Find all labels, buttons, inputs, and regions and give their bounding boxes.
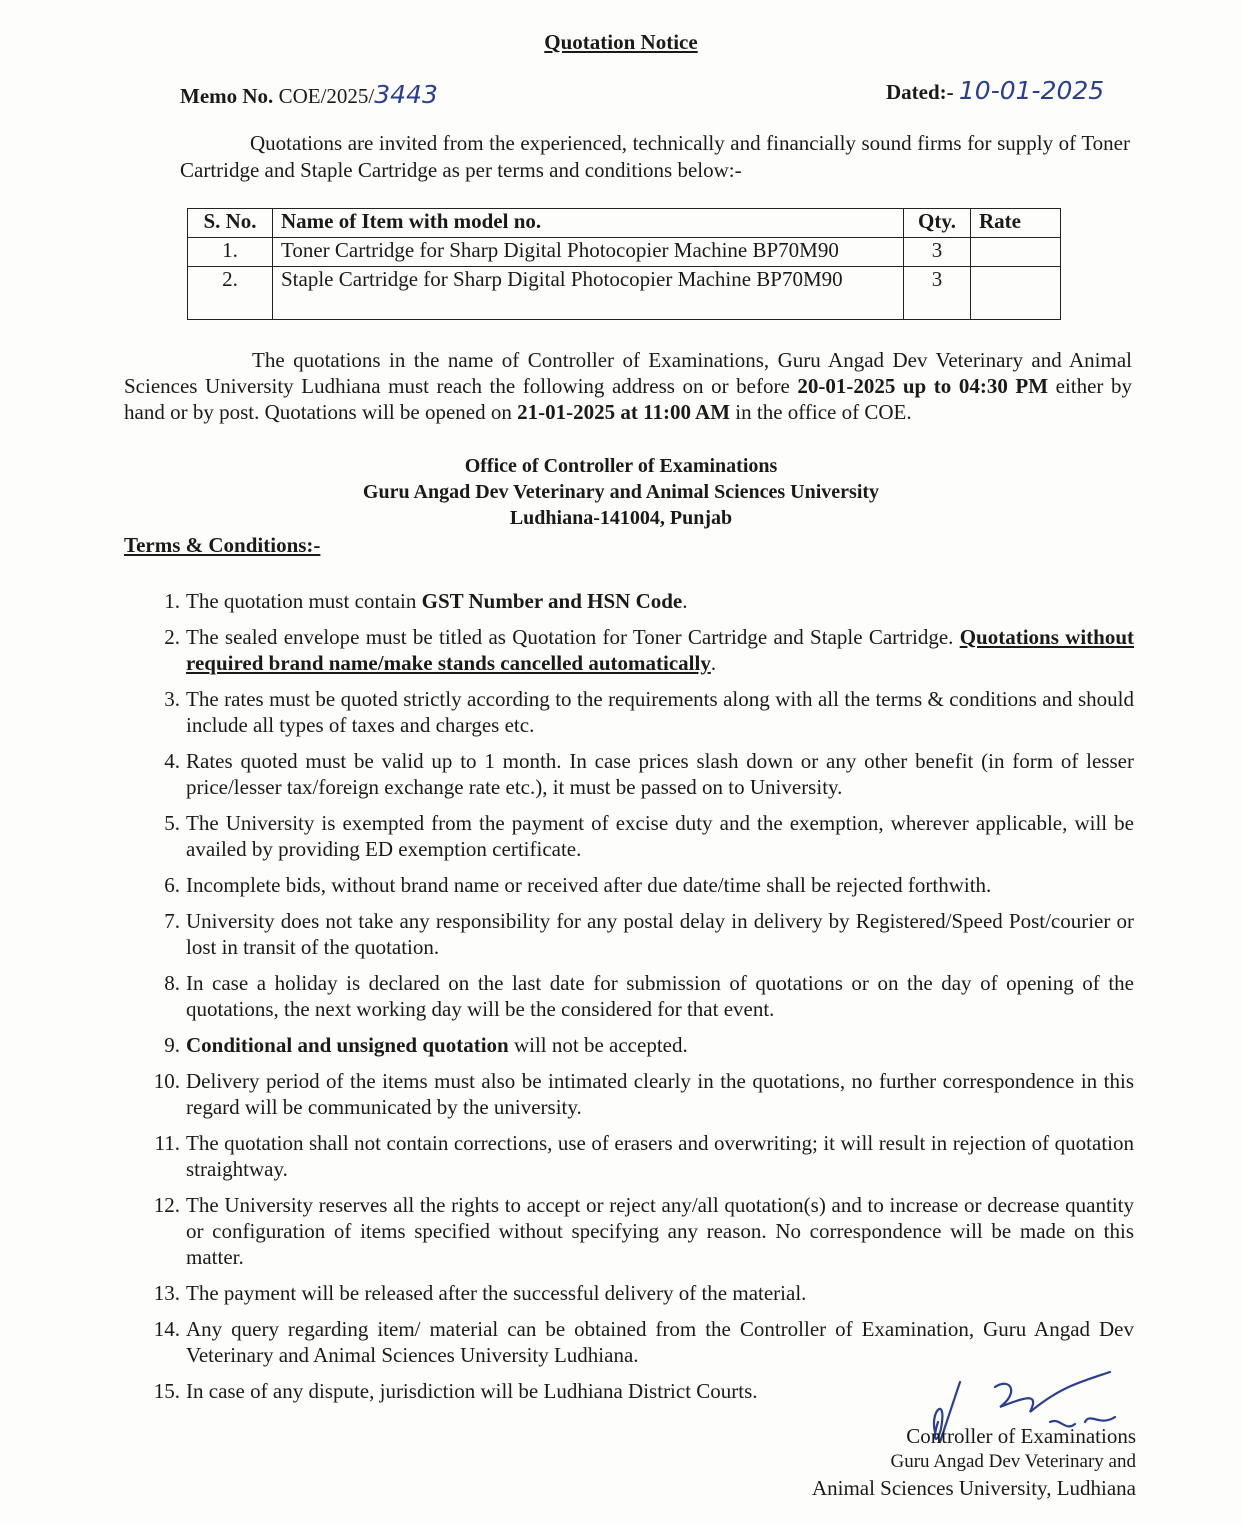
term-text xyxy=(186,810,1134,862)
office-line: Office of Controller of Examinations xyxy=(464,455,778,477)
term-text-part: Conditional and unsigned quotation xyxy=(186,1033,509,1057)
dated-handwritten-value: 10-01-2025 xyxy=(958,76,1105,105)
header-sno: S. No. xyxy=(188,209,273,238)
term-number: 13. xyxy=(153,1281,180,1305)
term-text xyxy=(186,1192,1134,1270)
term-text xyxy=(186,624,1134,676)
deadline: 20-01-2025 up to 04:30 PM xyxy=(797,374,1049,398)
term-text xyxy=(186,1068,1134,1120)
cell-sno: 1. xyxy=(188,238,273,267)
term-item xyxy=(140,810,1134,862)
cell-item: Toner Cartridge for Sharp Digital Photocopier Machine BP70M90 xyxy=(273,238,904,267)
document-title: Quotation Notice xyxy=(544,30,698,54)
term-text-part: The quotation must contain xyxy=(186,589,422,613)
term-number: 11. xyxy=(154,1131,180,1155)
signature-block xyxy=(780,1423,1136,1501)
term-text-part: In case of any dispute, jurisdiction will be Ludhiana District Courts. xyxy=(186,1379,758,1403)
term-text xyxy=(186,1032,1134,1058)
term-number: 14. xyxy=(153,1317,180,1341)
term-text-part: Delivery period of the items must also be intimated clearly in the quotations, no further correspondence in this regard will be communicated by the university. xyxy=(186,1069,1134,1119)
term-text xyxy=(186,908,1134,960)
term-text xyxy=(186,686,1134,738)
term-text-part: Any query regarding item/ material can be obtained from the Controller of Examination, Guru Angad Dev Veterinary and Animal Sciences University Ludhiana. xyxy=(186,1317,1134,1367)
memo-handwritten-number: 3443 xyxy=(374,80,438,109)
opening-time: 21-01-2025 at 11:00 AM xyxy=(517,400,731,424)
memo-prefix: COE/2025/ xyxy=(278,84,375,108)
terms-heading: Terms & Conditions:- xyxy=(124,533,321,557)
term-text-part: University does not take any responsibility for any postal delay in delivery by Registered/Speed Post/courier or lost in transit of the quotation. xyxy=(186,909,1134,959)
term-text xyxy=(186,748,1134,800)
term-item xyxy=(140,970,1134,1022)
term-text-part: . xyxy=(682,589,688,613)
office-line: Ludhiana-141004, Punjab xyxy=(509,507,733,529)
dated xyxy=(886,76,1104,105)
cell-rate xyxy=(971,267,1061,320)
office-address xyxy=(0,453,1242,531)
term-text-part: The payment will be released after the successful delivery of the material. xyxy=(186,1281,807,1305)
signature-line: Guru Angad Dev Veterinary and xyxy=(890,1451,1136,1472)
memo-label: Memo No. xyxy=(180,84,274,108)
term-number: 9. xyxy=(164,1033,180,1057)
cell-qty: 3 xyxy=(904,267,971,320)
para-text: either by hand or by post. Quotations will be opened on xyxy=(124,374,1132,424)
terms-list xyxy=(140,588,1134,1414)
table-row xyxy=(188,267,1061,320)
header-item: Name of Item with model no. xyxy=(273,209,904,238)
term-number: 1. xyxy=(164,589,180,613)
term-text xyxy=(186,872,1134,898)
term-text-part: Quotations without required brand name/make stands cancelled automatically xyxy=(186,625,1135,675)
term-text-part: GST Number and HSN Code xyxy=(421,589,683,613)
term-text-part: The rates must be quoted strictly according to the requirements along with all the terms & conditions and should include all types of taxes and charges etc. xyxy=(186,687,1134,737)
term-text xyxy=(186,1280,1134,1306)
term-item xyxy=(140,1130,1134,1182)
intro-paragraph: Quotations are invited from the experienced, technically and financially sound firms for supply of Toner Cartridge and Staple Cartridge as per terms and conditions below:- xyxy=(180,131,1130,182)
cell-qty: 3 xyxy=(904,238,971,267)
term-item xyxy=(140,686,1134,738)
term-number: 3. xyxy=(164,687,180,711)
term-text-part: The University reserves all the rights to accept or reject any/all quotation(s) and to increase or decrease quantity or configuration of items specified without specifying any reason. No correspondence will be made on this matter. xyxy=(186,1193,1134,1269)
term-item xyxy=(140,908,1134,960)
term-number: 4. xyxy=(164,749,180,773)
office-line: Guru Angad Dev Veterinary and Animal Sciences University xyxy=(362,481,880,503)
term-number: 5. xyxy=(164,811,180,835)
table-header-row xyxy=(188,209,1061,238)
term-text xyxy=(186,970,1134,1022)
term-item xyxy=(140,624,1134,676)
term-text xyxy=(186,1130,1134,1182)
cell-item: Staple Cartridge for Sharp Digital Photocopier Machine BP70M90 xyxy=(273,267,904,320)
term-text-part: Incomplete bids, without brand name or received after due date/time shall be rejected forthwith. xyxy=(186,873,992,897)
term-number: 15. xyxy=(153,1379,180,1403)
term-item xyxy=(140,1280,1134,1306)
term-item xyxy=(140,748,1134,800)
cell-sno: 2. xyxy=(188,267,273,320)
memo-number xyxy=(180,80,438,109)
header-rate: Rate xyxy=(971,209,1061,238)
items-table xyxy=(187,208,1061,320)
term-number: 8. xyxy=(164,971,180,995)
term-number: 6. xyxy=(164,873,180,897)
term-text-part: Rates quoted must be valid up to 1 month. In case prices slash down or any other benefit (in form of lesser price/lesser tax/foreign exchange rate etc.), it must be passed on to University. xyxy=(186,749,1134,799)
term-text-part: The sealed envelope must be titled as Quotation for Toner Cartridge and Staple Cartridge. xyxy=(186,625,960,649)
term-text-part: The University is exempted from the payment of excise duty and the exemption, wherever applicable, will be availed by providing ED exemption certificate. xyxy=(186,811,1134,861)
submission-paragraph xyxy=(124,347,1132,425)
term-number: 12. xyxy=(153,1193,180,1217)
signature-line: Controller of Examinations xyxy=(906,1424,1136,1448)
term-number: 7. xyxy=(164,909,180,933)
term-item xyxy=(140,1316,1134,1368)
dated-label: Dated:- xyxy=(886,80,954,104)
term-text-part: . xyxy=(710,651,717,675)
term-text xyxy=(186,588,1134,614)
signature-line: Animal Sciences University, Ludhiana xyxy=(811,1476,1136,1500)
para-text: in the office of COE. xyxy=(730,400,912,424)
term-item xyxy=(140,1068,1134,1120)
term-number: 10. xyxy=(153,1069,180,1093)
term-text-part: will not be accepted. xyxy=(508,1033,688,1057)
term-number: 2. xyxy=(164,625,180,649)
para-text: The quotations in the name of Controller of Examinations, Guru Angad Dev Veterinary and Animal Sciences University Ludhiana must reach the following address on or before xyxy=(124,348,1132,398)
header-qty: Qty. xyxy=(904,209,971,238)
term-item xyxy=(140,872,1134,898)
term-item xyxy=(140,588,1134,614)
term-item xyxy=(140,1192,1134,1270)
term-text xyxy=(186,1316,1134,1368)
term-text-part: The quotation shall not contain corrections, use of erasers and overwriting; it will result in rejection of quotation straightway. xyxy=(186,1131,1134,1181)
term-item xyxy=(140,1032,1134,1058)
term-text-part: In case a holiday is declared on the last date for submission of quotations or on the day of opening of the quotations, the next working day will be the considered for that event. xyxy=(186,971,1134,1021)
cell-rate xyxy=(971,238,1061,267)
table-row xyxy=(188,238,1061,267)
